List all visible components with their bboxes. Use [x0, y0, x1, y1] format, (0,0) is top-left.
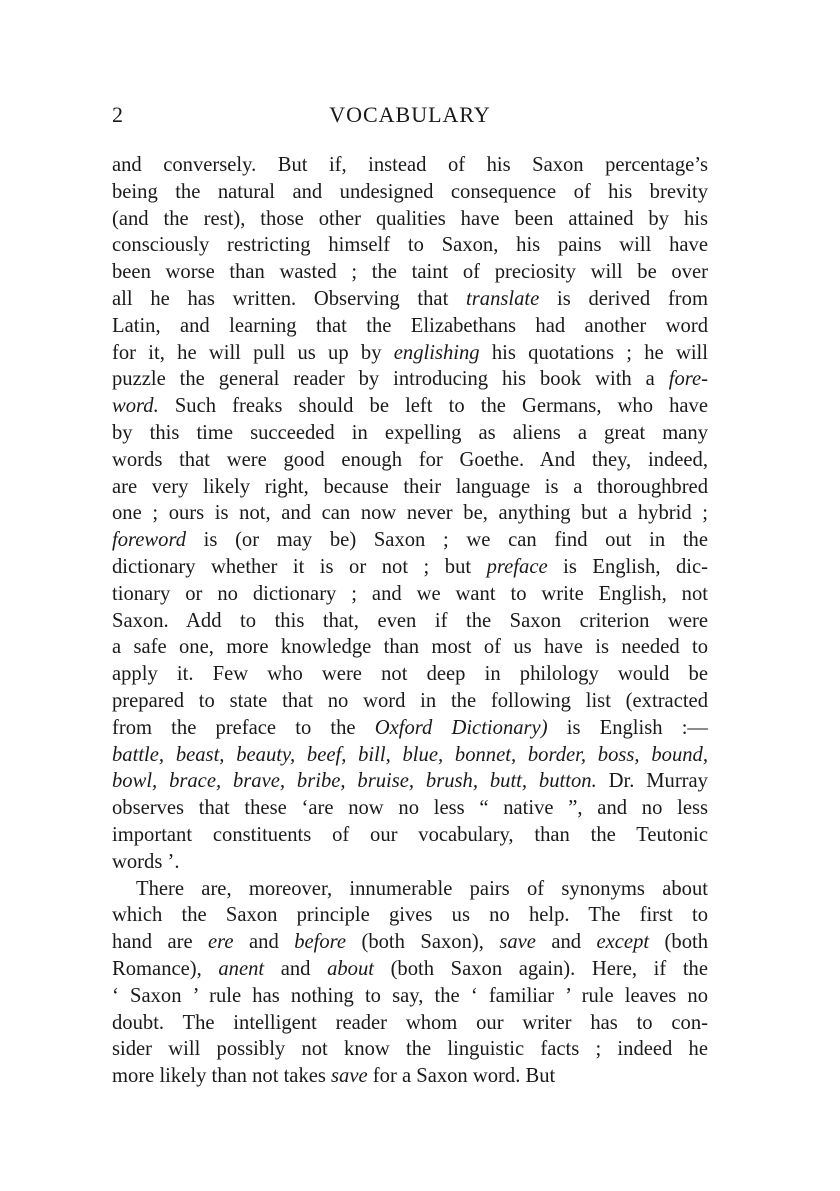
text-line [112, 634, 708, 661]
text-line [112, 179, 708, 206]
italic-text: preface [486, 555, 548, 578]
text-span: Latin, and learning that the Elizabethans had another word [112, 314, 708, 337]
text-span: Such freaks should be left to the Germans, who have [158, 395, 708, 418]
text-line [112, 1036, 708, 1063]
text-span: observes that these ‘are now no less “ native ”, and no less [112, 797, 708, 820]
text-line [112, 286, 708, 313]
italic-text: except [596, 931, 650, 954]
text-span: a safe one, more knowledge than most of us have is needed to [112, 636, 708, 659]
text-span: (both Saxon), [346, 931, 500, 954]
text-line [112, 340, 708, 367]
text-line [112, 474, 708, 501]
italic-text: fore- [668, 368, 708, 391]
text-span: doubt. The intelligent reader whom our writer has to con- [112, 1011, 708, 1034]
text-span: is (or may be) Saxon ; we can find out in the [186, 529, 708, 552]
text-span: important constituents of our vocabulary, than the Teutonic [112, 823, 708, 846]
text-line [112, 152, 708, 179]
text-span: by this time succeeded in expelling as aliens a great many [112, 421, 708, 444]
italic-text: before [294, 931, 347, 954]
text-line [112, 1063, 708, 1090]
text-span: being the natural and undesigned consequence of his brevity [112, 180, 708, 203]
text-span: been worse than wasted ; the taint of preciosity will be over [112, 261, 708, 284]
text-span: Saxon. Add to this that, even if the Saxon criterion were [112, 609, 708, 632]
text-span: ‘ Saxon ’ rule has nothing to say, the ‘ familiar ’ rule leaves no [112, 984, 708, 1007]
text-line [112, 795, 708, 822]
text-line [112, 902, 708, 929]
text-line [112, 366, 708, 393]
text-span: puzzle the general reader by introducing his book with a [112, 368, 669, 391]
text-line [112, 849, 708, 876]
text-span: is derived from [539, 287, 708, 310]
text-line [112, 447, 708, 474]
text-span: for a Saxon word. But [367, 1065, 556, 1088]
text-line [112, 1010, 708, 1037]
text-line [112, 420, 708, 447]
text-line [112, 581, 708, 608]
italic-text: about [327, 957, 374, 980]
text-line [112, 232, 708, 259]
text-line [112, 876, 708, 903]
text-span: which the Saxon principle gives us no help. The first to [112, 904, 708, 927]
text-span: his quotations ; he will [479, 341, 708, 364]
text-span: and [233, 931, 295, 954]
text-span: all he has written. Observing that [112, 287, 467, 310]
page-number: 2 [112, 102, 124, 127]
text-span: (both Saxon again). Here, if the [373, 957, 708, 980]
body-text [112, 152, 708, 1090]
text-span: There are, moreover, innumerable pairs of synonyms about [136, 877, 708, 900]
text-line [112, 500, 708, 527]
text-line [112, 527, 708, 554]
italic-text: anent [218, 957, 265, 980]
text-span: is English, dic- [547, 555, 708, 578]
text-span: apply it. Few who were not deep in philology would be [112, 663, 708, 686]
italic-text: translate [466, 287, 540, 310]
text-span: words that were good enough for Goethe. And they, indeed, [112, 448, 708, 471]
page-header [112, 102, 708, 134]
text-span: tionary or no dictionary ; and we want to write English, not [112, 582, 708, 605]
italic-text: englishing [393, 341, 480, 364]
text-span: Dr. Murray [596, 770, 708, 793]
text-line [112, 393, 708, 420]
italic-text: save [331, 1065, 368, 1088]
text-line [112, 259, 708, 286]
italic-text: Oxford Dictionary) [374, 716, 548, 739]
text-span: and [264, 957, 328, 980]
running-head: VOCABULARY [329, 102, 491, 127]
text-line [112, 554, 708, 581]
text-line [112, 822, 708, 849]
text-span: and conversely. But if, instead of his Saxon percentage’s [112, 154, 708, 176]
text-span: sider will possibly not know the linguistic facts ; indeed he [112, 1038, 708, 1061]
text-line [112, 956, 708, 983]
italic-text: bowl, brace, brave, bribe, bruise, brush, butt, button. [112, 770, 597, 793]
italic-text: ere [208, 931, 234, 954]
text-span: and [535, 931, 597, 954]
text-span: is English :— [547, 716, 709, 739]
text-span: one ; ours is not, and can now never be, anything but a hybrid ; [112, 502, 708, 525]
text-span: from the preface to the [112, 716, 375, 739]
text-span: dictionary whether it is or not ; but [112, 555, 487, 578]
text-span: prepared to state that no word in the following list (extracted [112, 689, 708, 712]
text-line [112, 715, 708, 742]
text-line [112, 929, 708, 956]
italic-text: word. [112, 395, 159, 418]
text-span: are very likely right, because their language is a thoroughbred [112, 475, 708, 498]
text-line [112, 313, 708, 340]
text-line [112, 768, 708, 795]
text-line [112, 688, 708, 715]
text-span: Romance), [112, 957, 219, 980]
text-span: more likely than not takes [112, 1065, 332, 1088]
italic-text: foreword [112, 529, 186, 552]
text-span: for it, he will pull us up by [112, 341, 394, 364]
italic-text: battle, beast, beauty, beef, bill, blue, bonnet, border, boss, bound, [112, 743, 708, 766]
text-line [112, 608, 708, 635]
text-line [112, 206, 708, 233]
text-span: (both [649, 931, 709, 954]
text-line [112, 661, 708, 688]
text-line [112, 742, 708, 769]
italic-text: save [499, 931, 536, 954]
text-span: words ’. [112, 850, 180, 873]
text-span: (and the rest), those other qualities have been attained by his [112, 207, 708, 230]
text-span: consciously restricting himself to Saxon, his pains will have [112, 234, 708, 257]
text-line [112, 983, 708, 1010]
text-span: hand are [112, 931, 209, 954]
